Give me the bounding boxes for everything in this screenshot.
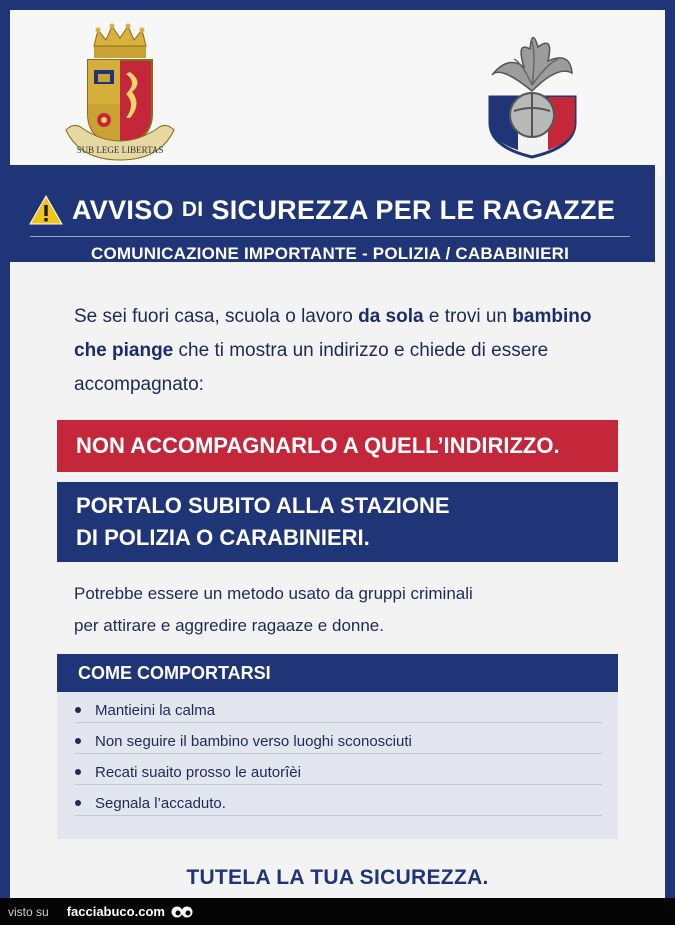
intro-text-1: Se sei fuori casa, scuola o lavoro [74, 306, 359, 327]
svg-text:SUB LEGE LIBERTAS: SUB LEGE LIBERTAS [76, 145, 164, 155]
footer-slogan: TUTELA LA TUA SICUREZZA. [186, 866, 489, 889]
bullet-icon [75, 738, 81, 744]
list-item-text: Recati suaito prosso le autorîèi [95, 763, 301, 781]
page-subtitle: COMUNICAZIONE IMPORTANTE - POLIZIA / CABABINIERI [90, 244, 570, 263]
watermark-prefix: visto su [8, 904, 49, 919]
page-title [28, 190, 628, 230]
warning-line-1: Potrebbe essere un metodo usato da gruppi criminali [74, 584, 473, 603]
intro-paragraph [74, 300, 594, 402]
title-word-di: DI [181, 198, 204, 221]
go-to-police-line-1: PORTALO SUBITO ALLA STAZIONE [76, 493, 450, 518]
crown-icon [94, 24, 146, 59]
intro-text-3: che ti mostra un indirizzo e chiede di essere accompagnato: [74, 340, 549, 395]
list-item [75, 785, 602, 816]
go-to-police-line-2: DI POLIZIA O CARABINIERI. [76, 525, 370, 550]
criminal-method-warning [74, 578, 594, 642]
bullet-icon [75, 707, 81, 713]
polizia-emblem [60, 22, 180, 162]
howto-title: COME COMPORTARSI [57, 654, 618, 692]
list-item [75, 723, 602, 754]
bullet-icon [75, 769, 81, 775]
list-item-text: Segnala l’accaduto. [95, 794, 226, 812]
eyes-logo-icon [171, 905, 193, 919]
watermark-site-link[interactable]: facciabuco.com [66, 904, 165, 919]
bullet-icon [75, 800, 81, 806]
header-divider [30, 236, 630, 237]
intro-text-2: e trovi un [423, 306, 513, 327]
list-item [75, 754, 602, 785]
intro-bold-2: bambino che piange [74, 306, 592, 361]
list-item-text: Mantieini la calma [95, 701, 216, 719]
go-to-police-banner [57, 482, 618, 562]
howto-list [57, 692, 618, 839]
list-item [75, 692, 602, 723]
list-item-text: Non seguire il bambino verso luoghi sconosciuti [95, 732, 412, 750]
warning-line-2: per attirare e aggredire ragaaze e donne. [74, 616, 384, 635]
do-not-accompany-banner: NON ACCOMPAGNARLO A QUELL’INDIRIZZO. [57, 420, 618, 472]
carabinieri-emblem [470, 15, 595, 160]
intro-bold-1: da sola [358, 306, 424, 327]
watermark-bar [0, 898, 675, 925]
title-word-avviso: AVVISO [72, 194, 174, 225]
title-rest: SICUREZZA PER LE RAGAZZE [211, 194, 616, 225]
warning-icon [28, 194, 64, 226]
